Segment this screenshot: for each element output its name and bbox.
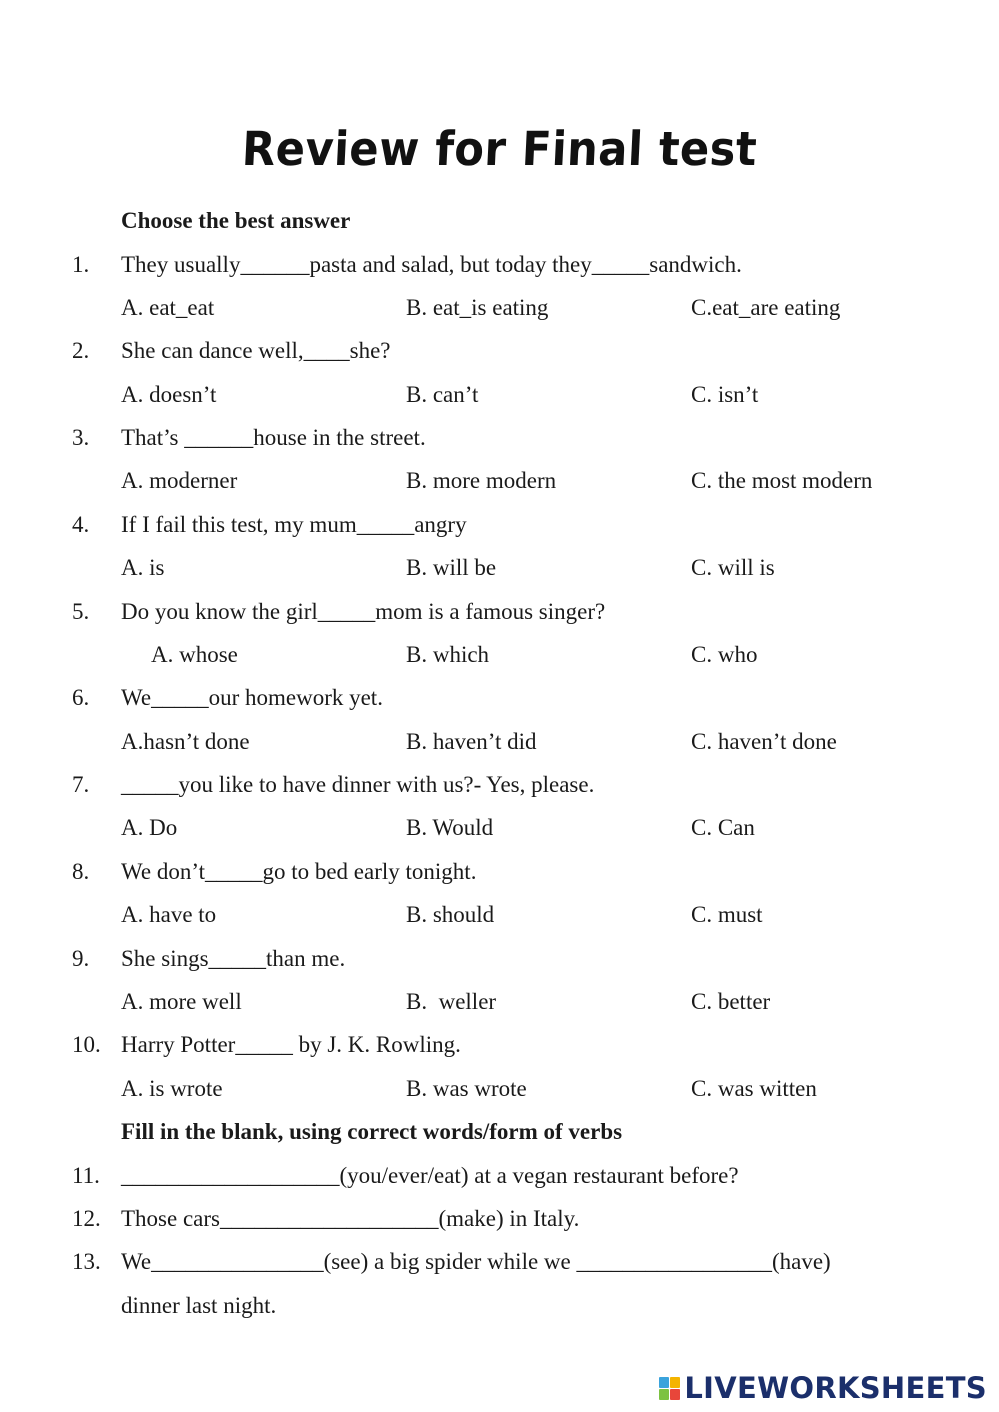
section-heading-choose — [0, 206, 999, 236]
question-text: That’s ______house in the street. — [121, 425, 426, 450]
options-9 — [0, 987, 999, 1017]
page-title: Review for Final test — [240, 122, 759, 177]
question-text: Harry Potter_____ by J. K. Rowling. — [121, 1032, 461, 1057]
options-2 — [0, 380, 999, 410]
question-4 — [0, 510, 999, 540]
option-a[interactable]: A. is wrote — [121, 1076, 223, 1101]
option-b[interactable]: B. should — [406, 902, 495, 927]
question-number: 8. — [72, 859, 90, 884]
question-number: 6. — [72, 685, 90, 710]
question-number: 9. — [72, 946, 90, 971]
brand-name: LIVEWORKSHEETS — [684, 1371, 987, 1405]
question-9 — [0, 944, 999, 974]
option-c[interactable]: C. Can — [691, 815, 755, 840]
option-a[interactable]: A. is — [121, 555, 165, 580]
option-b[interactable]: B. which — [406, 642, 490, 667]
options-10 — [0, 1074, 999, 1104]
question-number: 1. — [72, 252, 90, 277]
options-7 — [0, 813, 999, 843]
option-a[interactable]: A.hasn’t done — [121, 729, 250, 754]
option-b[interactable]: B. will be — [406, 555, 497, 580]
option-c[interactable]: C. who — [691, 642, 758, 667]
option-c[interactable]: C. isn’t — [691, 382, 759, 407]
fill-item-13-continued — [0, 1291, 999, 1321]
question-8 — [0, 857, 999, 887]
fill-text[interactable]: We_______________(see) a big spider while we _________________(have) — [121, 1249, 831, 1274]
option-b[interactable]: B. haven’t did — [406, 729, 537, 754]
question-1 — [0, 250, 999, 280]
option-b[interactable]: B. weller — [406, 989, 497, 1014]
question-text: Do you know the girl_____mom is a famous singer? — [121, 599, 606, 624]
option-c[interactable]: C. better — [691, 989, 771, 1014]
options-3 — [0, 466, 999, 496]
question-number: 10. — [72, 1032, 101, 1057]
option-c[interactable]: C. haven’t done — [691, 729, 837, 754]
heading-text: Fill in the blank, using correct words/form of verbs — [121, 1119, 623, 1144]
question-number: 7. — [72, 772, 90, 797]
question-3 — [0, 423, 999, 453]
option-b[interactable]: B. more modern — [406, 468, 557, 493]
option-c[interactable]: C.eat_are eating — [691, 295, 841, 320]
logo-square — [659, 1389, 669, 1400]
question-text: She can dance well,____she? — [121, 338, 391, 363]
question-text: We don’t_____go to bed early tonight. — [121, 859, 477, 884]
fill-item-12 — [0, 1204, 999, 1234]
fill-text[interactable]: Those cars___________________(make) in Italy. — [121, 1206, 580, 1231]
heading-text: Choose the best answer — [121, 208, 351, 233]
question-number: 3. — [72, 425, 90, 450]
option-a[interactable]: A. whose — [151, 642, 238, 667]
options-6 — [0, 727, 999, 757]
question-text: _____you like to have dinner with us?- Yes, please. — [121, 772, 595, 797]
option-a[interactable]: A. Do — [121, 815, 178, 840]
option-c[interactable]: C. the most modern — [691, 468, 873, 493]
question-number: 11. — [72, 1163, 100, 1188]
option-b[interactable]: B. eat_is eating — [406, 295, 549, 320]
option-a[interactable]: A. more well — [121, 989, 242, 1014]
fill-item-13 — [0, 1247, 999, 1277]
question-10 — [0, 1030, 999, 1060]
section-heading-fill — [0, 1117, 999, 1147]
question-7 — [0, 770, 999, 800]
option-a[interactable]: A. have to — [121, 902, 217, 927]
option-c[interactable]: C. must — [691, 902, 763, 927]
option-c[interactable]: C. was witten — [691, 1076, 817, 1101]
logo-square — [670, 1389, 680, 1400]
fill-text-continued: dinner last night. — [121, 1293, 277, 1318]
option-b[interactable]: B. can’t — [406, 382, 479, 407]
options-4 — [0, 553, 999, 583]
options-5 — [0, 640, 999, 670]
question-text: We_____our homework yet. — [121, 685, 383, 710]
question-number: 2. — [72, 338, 90, 363]
question-6 — [0, 683, 999, 713]
fill-item-11 — [0, 1161, 999, 1191]
logo-square — [670, 1377, 680, 1388]
question-text: She sings_____than me. — [121, 946, 346, 971]
question-text: They usually______pasta and salad, but today they_____sandwich. — [121, 252, 742, 277]
liveworksheets-logo-icon — [659, 1377, 680, 1400]
question-2 — [0, 336, 999, 366]
question-number: 5. — [72, 599, 90, 624]
options-1 — [0, 293, 999, 323]
question-number: 12. — [72, 1206, 101, 1231]
option-b[interactable]: B. Would — [406, 815, 494, 840]
question-number: 4. — [72, 512, 90, 537]
fill-text[interactable]: ___________________(you/ever/eat) at a vegan restaurant before? — [121, 1163, 739, 1188]
option-b[interactable]: B. was wrote — [406, 1076, 527, 1101]
question-text: If I fail this test, my mum_____angry — [121, 512, 467, 537]
option-c[interactable]: C. will is — [691, 555, 775, 580]
question-5 — [0, 597, 999, 627]
options-8 — [0, 900, 999, 930]
liveworksheets-logo — [659, 1368, 987, 1408]
question-number: 13. — [72, 1249, 101, 1274]
option-a[interactable]: A. moderner — [121, 468, 238, 493]
option-a[interactable]: A. doesn’t — [121, 382, 217, 407]
logo-square — [659, 1377, 669, 1388]
option-a[interactable]: A. eat_eat — [121, 295, 215, 320]
